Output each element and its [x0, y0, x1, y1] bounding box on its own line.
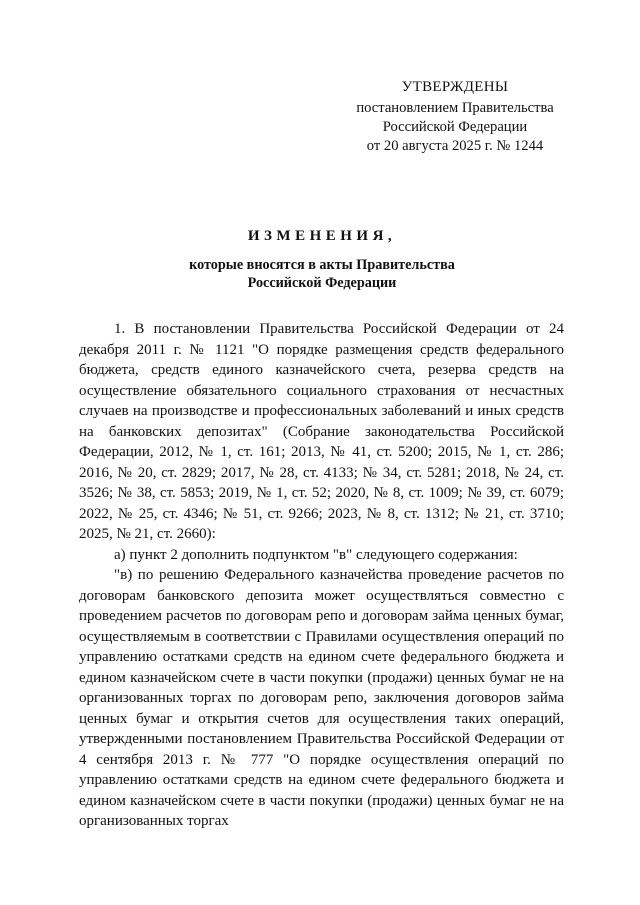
- heading-subtitle-line-1: которые вносятся в акты Правительства: [189, 257, 455, 273]
- paragraph-1: 1. В постановлении Правительства Российской Федерации от 24 декабря 2011 г. № 1121 "О порядке размещения средств федерального бюджета, средств единого казначейского счета, резерва средств на осуществление обязательного социального страхования от несчастных случаев на производстве и профессиональных заболеваний и иных средств на банковских депозитах" (Собрание законодательства Российской Федерации, 2012, № 1, ст. 161; 2013, № 41, ст. 5200; 2015, № 1, ст. 286; 2016, № 20, ст. 2829; 2017, № 28, ст. 4133; № 34, ст. 5281; 2018, № 24, ст. 3526; № 38, ст. 5853; 2019, № 1, ст. 52; 2020, № 8, ст. 1009; № 39, ст. 6079; 2022, № 25, ст. 4346; № 51, ст. 9266; 2023, № 8, ст. 1312; № 21, ст. 3710; 2025, № 21, ст. 2660):: [79, 321, 564, 542]
- document-body: [79, 319, 564, 832]
- paragraph-3: "в) по решению Федерального казначейства проведение расчетов по договорам банковского депозита может осуществляться совместно с проведением расчетов по договорам репо и договорам займа ценных бумаг, осуществляемым в соответствии с Правилами осуществления операций по управлению остатками средств на едином счете федерального бюджета и едином казначейском счете в части покупки (продажи) ценных бумаг не на организованных торгах по договорам репо, заключения договоров займа ценных бумаг и открытия счетов для осуществления таких операций, утвержденными постановлением Правительства Российской Федерации от 4 сентября 2013 г. № 777 "О порядке осуществления операций по управлению остатками средств на едином счете федерального бюджета и едином казначейском счете в части покупки (продажи) ценных бумаг не на организованных торгах: [79, 567, 564, 829]
- approval-line-2: Российской Федерации: [382, 119, 528, 135]
- approval-title: УТВЕРЖДЕНЫ: [401, 79, 509, 95]
- paragraph-2: а) пункт 2 дополнить подпунктом "в" следующего содержания:: [114, 546, 518, 563]
- heading-subtitle-line-2: Российской Федерации: [247, 275, 397, 291]
- approval-block: [350, 78, 560, 156]
- approval-line-1: постановлением Правительства: [356, 100, 554, 116]
- heading-title: ИЗМЕНЕНИЯ,: [247, 228, 397, 244]
- document-heading: [80, 226, 564, 292]
- approval-line-3: от 20 августа 2025 г. № 1244: [366, 138, 544, 154]
